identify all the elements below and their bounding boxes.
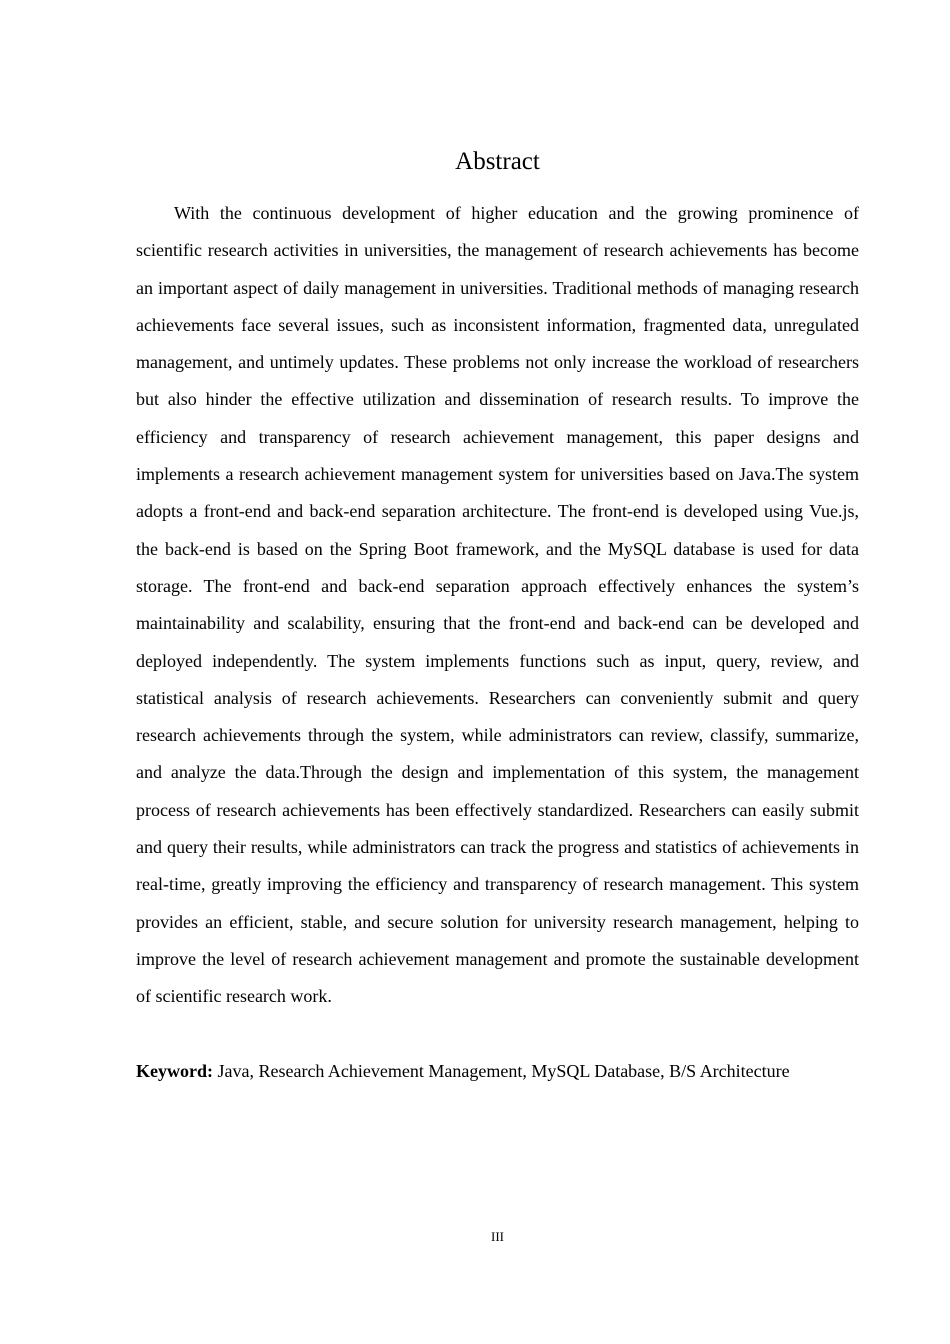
keywords-label: Keyword: [136, 1061, 213, 1081]
page-number: III [491, 1229, 504, 1244]
keywords-text: Java, Research Achievement Management, MySQL Database, B/S Architecture [212, 1061, 790, 1081]
abstract-body: With the continuous development of higher education and the growing prominence of scientific research activities in universities, the management of research achievements has become an important aspect of daily management in universities. Traditional methods of managing research achievements face several issues, such as inconsistent information, fragmented data, unregulated management, and untimely updates. These problems not only increase the workload of researchers but also hinder the effective utilization and dissemination of research results. To improve the efficiency and transparency of research achievement management, this paper designs and implements a research achievement management system for universities based on Java.The system adopts a front-end and back-end separation architecture. The front-end is developed using Vue.js, the back-end is based on the Spring Boot framework, and the MySQL database is used for data storage. The front-end and back-end separation approach effectively enhances the system’s maintainability and scalability, ensuring that the front-end and back-end can be developed and deployed independently. The system implements functions such as input, query, review, and statistical analysis of research achievements. Researchers can conveniently submit and query research achievements through the system, while administrators can review, classify, summarize, and analyze the data.Through the design and implementation of this system, the management process of research achievements has been effectively standardized. Researchers can easily submit and query their results, while administrators can track the progress and statistics of achievements in real-time, greatly improving the efficiency and transparency of research management. This system provides an efficient, stable, and secure solution for university research management, helping to improve the level of research achievement management and promote the sustainable development of scientific research work. [136, 203, 859, 1007]
keywords-line [136, 1053, 896, 1090]
abstract-title: Abstract [455, 148, 540, 175]
